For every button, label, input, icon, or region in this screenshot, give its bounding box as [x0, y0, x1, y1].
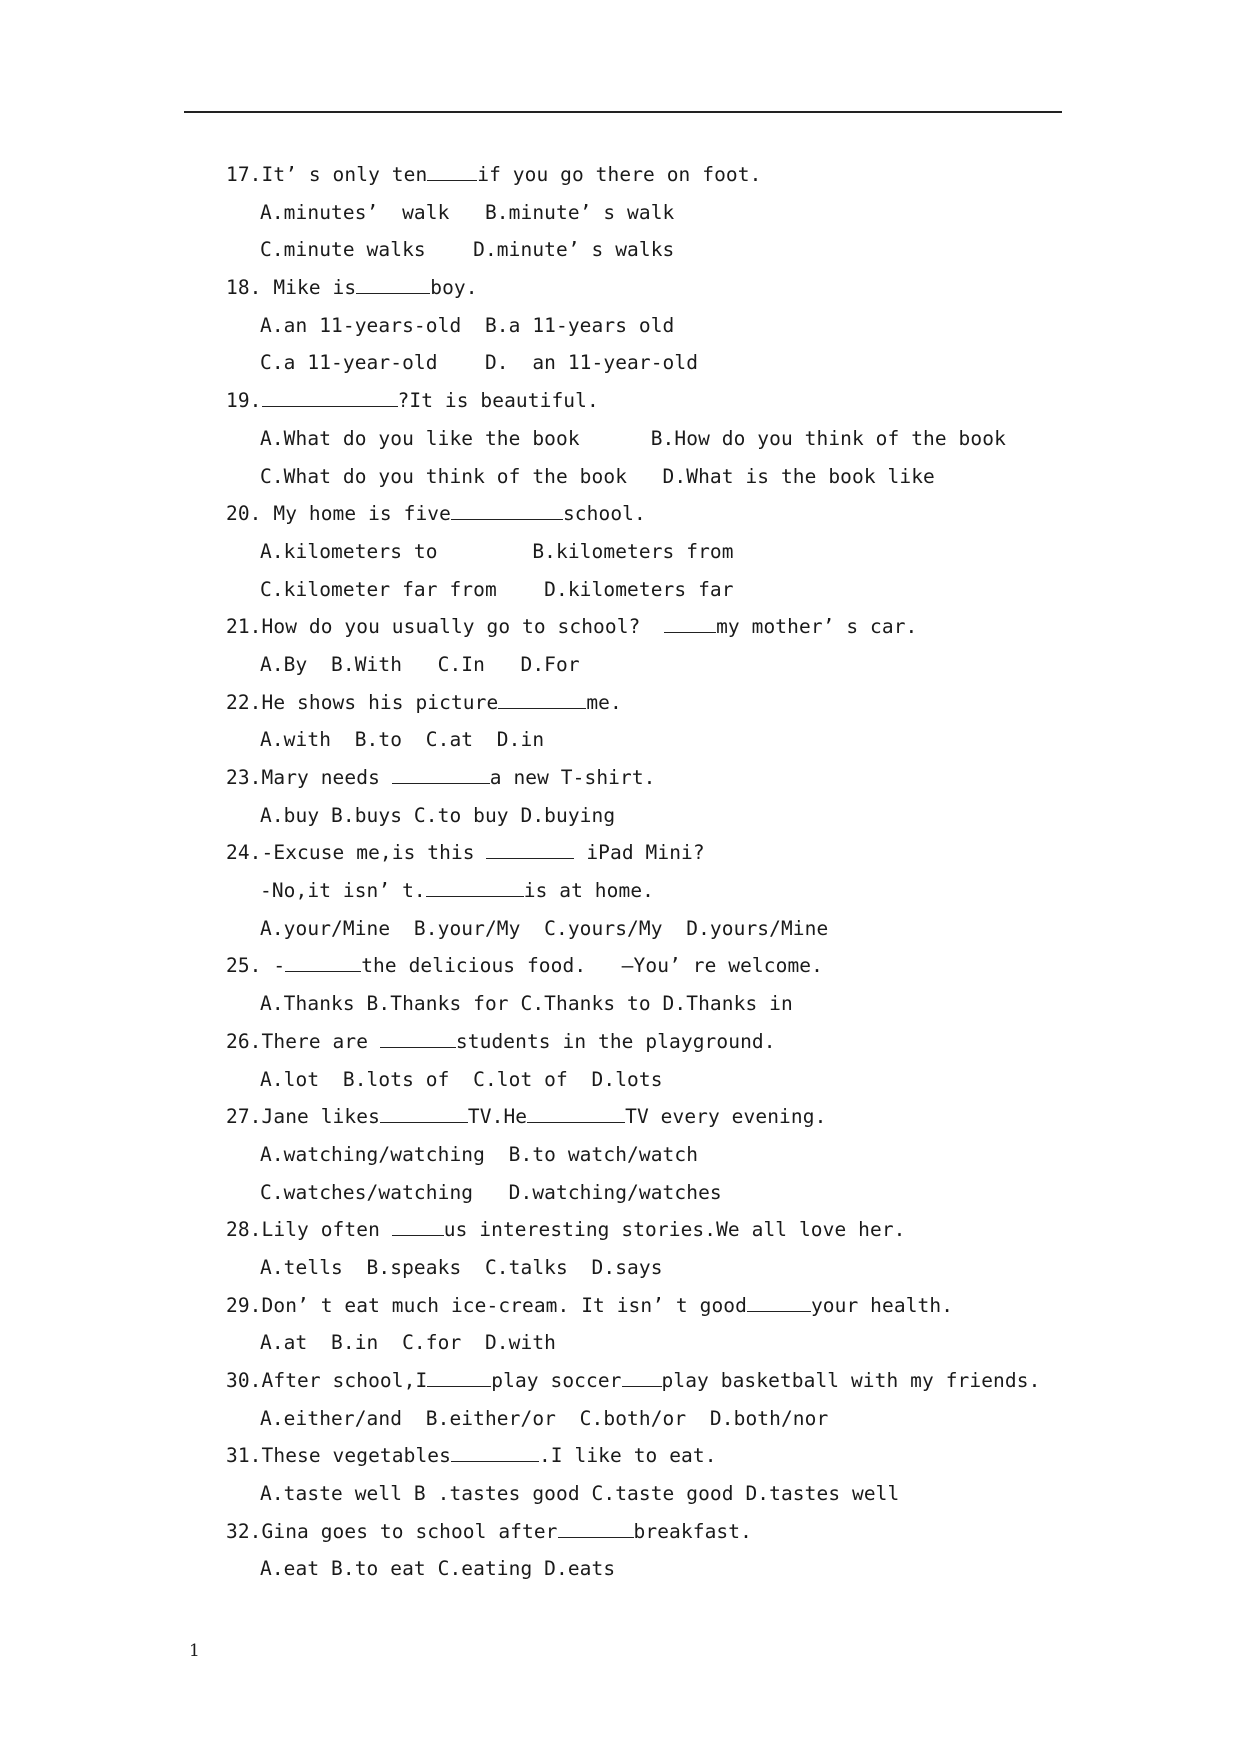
answer-options-line — [226, 872, 1056, 910]
answer-blank — [527, 1106, 625, 1123]
answer-blank — [558, 1521, 634, 1538]
line-text: A.watching/watching B.to watch/watch — [260, 1142, 699, 1166]
answer-blank — [356, 277, 430, 294]
answer-options-line — [226, 1550, 1056, 1588]
line-text: 23.Mary needs — [226, 766, 392, 789]
answer-blank — [486, 842, 574, 859]
line-text: is at home. — [523, 879, 655, 903]
line-text: A.at B.in C.for D.with — [260, 1331, 556, 1355]
line-text: students in the playground. — [455, 1029, 776, 1053]
question-line — [226, 834, 1056, 872]
answer-blank — [664, 616, 716, 633]
line-text: play basketball with my friends. — [661, 1369, 1041, 1392]
answer-blank — [426, 880, 524, 897]
answer-options-line — [226, 646, 1056, 684]
answer-blank — [622, 1370, 662, 1387]
line-text: C.watches/watching D.watching/watches — [260, 1180, 722, 1204]
line-text: 31.These vegetables — [226, 1444, 451, 1468]
answer-blank — [451, 1445, 539, 1462]
line-text: 20. My home is five — [226, 502, 451, 526]
answer-options-line — [226, 1249, 1056, 1287]
answer-options-line — [226, 194, 1056, 232]
answer-options-line — [226, 721, 1056, 759]
line-text: A.with B.to C.at D.in — [260, 728, 545, 752]
line-text: iPad Mini? — [574, 841, 705, 865]
line-text: 24.-Excuse me,is this — [226, 841, 487, 865]
question-line — [226, 382, 1056, 420]
question-line — [226, 608, 1056, 646]
answer-blank — [392, 1219, 444, 1236]
line-text: A.kilometers to B.kilometers from — [260, 539, 734, 563]
line-text: if you go there on foot. — [477, 163, 762, 186]
line-text: school. — [562, 502, 646, 526]
answer-blank — [747, 1295, 811, 1312]
line-text: A.buy B.buys C.to buy D.buying — [260, 803, 616, 827]
answer-options-line — [226, 458, 1056, 496]
line-text: boy. — [430, 276, 478, 300]
line-text: A.Thanks B.Thanks for C.Thanks to D.Thanks in — [260, 992, 793, 1016]
answer-options-line — [226, 985, 1056, 1023]
line-text: A.minutes’ walk B.minute’ s walk — [260, 200, 675, 224]
question-line — [226, 1098, 1056, 1136]
line-text: 18. Mike is — [226, 276, 357, 300]
line-text: 25. - — [226, 954, 286, 978]
line-text: A.By B.With C.In D.For — [260, 652, 580, 676]
answer-options-line — [226, 571, 1056, 609]
line-text: a new T-shirt. — [489, 766, 656, 789]
line-text: C.minute walks D.minute’ s walks — [260, 238, 675, 262]
line-text: C.kilometer far from D.kilometers far — [260, 577, 734, 601]
answer-options-line — [226, 1061, 1056, 1099]
question-line — [226, 1287, 1056, 1325]
line-text: -No,it isn’ t. — [260, 879, 426, 903]
question-line — [226, 759, 1056, 797]
answer-blank — [262, 390, 398, 407]
question-line — [226, 156, 1056, 194]
line-text: A.an 11-years-old B.a 11-years old — [260, 313, 675, 337]
line-text: A.either/and B.either/or C.both/or D.both/nor — [260, 1406, 829, 1430]
answer-options-line — [226, 910, 1056, 948]
answer-options-line — [226, 1136, 1056, 1174]
question-line — [226, 1437, 1056, 1475]
line-text: A.lot B.lots of C.lot of D.lots — [260, 1067, 663, 1091]
line-text: 19. — [226, 389, 262, 413]
answer-blank — [427, 1370, 491, 1387]
line-text: TV every evening. — [625, 1105, 827, 1129]
line-text: your health. — [810, 1293, 954, 1317]
line-text: 17.It’ s only ten — [226, 163, 428, 186]
answer-options-line — [226, 797, 1056, 835]
line-text: 27.Jane likes — [226, 1105, 380, 1129]
question-line — [226, 947, 1056, 985]
question-list — [226, 156, 1056, 1588]
answer-options-line — [226, 1174, 1056, 1212]
answer-blank — [380, 1106, 468, 1123]
line-text: C.What do you think of the book D.What is the book like — [260, 464, 935, 488]
line-text: C.a 11-year-old D. an 11-year-old — [260, 351, 699, 375]
line-text: me. — [586, 690, 622, 714]
answer-options-line — [226, 1400, 1056, 1438]
line-text: breakfast. — [633, 1519, 752, 1543]
question-line — [226, 269, 1056, 307]
answer-options-line — [226, 231, 1056, 269]
line-text: TV.He — [467, 1105, 528, 1129]
question-line — [226, 1211, 1056, 1249]
line-text: 21.How do you usually go to school? — [226, 615, 665, 639]
answer-blank — [285, 955, 361, 972]
line-text: ?It is beautiful. — [397, 389, 599, 413]
answer-options-line — [226, 1324, 1056, 1362]
answer-blank — [498, 692, 586, 709]
line-text: the delicious food. –You’ re welcome. — [361, 954, 823, 978]
line-text: A.What do you like the book B.How do you think of the book — [260, 426, 1006, 450]
answer-blank — [427, 164, 477, 181]
line-text: 26.There are — [226, 1029, 380, 1053]
answer-options-line — [226, 307, 1056, 345]
question-line — [226, 1023, 1056, 1061]
question-line — [226, 495, 1056, 533]
answer-options-line — [226, 420, 1056, 458]
line-text: my mother’ s car. — [716, 615, 918, 639]
line-text: 29.Don’ t eat much ice-cream. It isn’ t good — [226, 1293, 747, 1317]
answer-options-line — [226, 533, 1056, 571]
question-line — [226, 1362, 1056, 1400]
line-text: play soccer — [491, 1369, 622, 1392]
line-text: 22.He shows his picture — [226, 690, 499, 714]
header-rule — [184, 111, 1062, 113]
line-text: 28.Lily often — [226, 1218, 392, 1242]
page-number: 1 — [189, 1641, 200, 1661]
line-text: us interesting stories.We all love her. — [443, 1218, 906, 1242]
answer-blank — [451, 503, 563, 520]
line-text: A.your/Mine B.your/My C.yours/My D.yours/Mine — [260, 916, 829, 940]
line-text: .I like to eat. — [538, 1444, 717, 1468]
question-line — [226, 684, 1056, 722]
line-text: A.eat B.to eat C.eating D.eats — [260, 1557, 616, 1581]
answer-blank — [380, 1031, 456, 1048]
line-text: 32.Gina goes to school after — [226, 1519, 558, 1543]
answer-options-line — [226, 1475, 1056, 1513]
answer-options-line — [226, 344, 1056, 382]
question-line — [226, 1513, 1056, 1551]
line-text: 30.After school,I — [226, 1369, 428, 1392]
answer-blank — [392, 767, 490, 784]
line-text: A.taste well B .tastes good C.taste good D.tastes well — [260, 1482, 900, 1506]
line-text: A.tells B.speaks C.talks D.says — [260, 1255, 663, 1279]
